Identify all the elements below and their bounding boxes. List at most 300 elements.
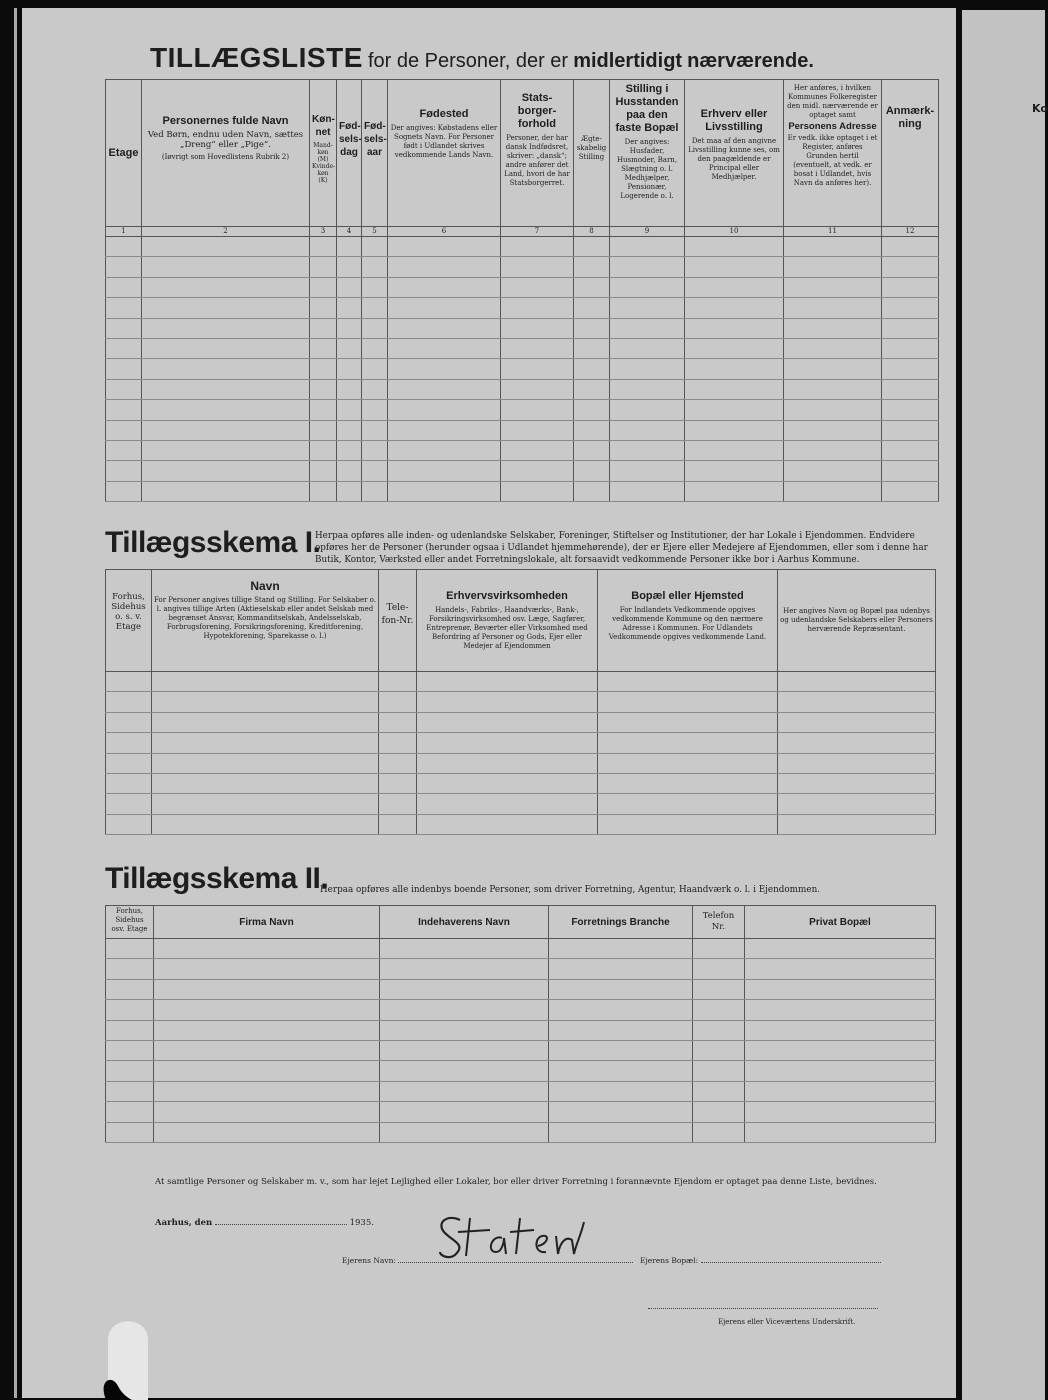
s2-cell[interactable] — [745, 1061, 936, 1081]
s1-cell[interactable] — [778, 773, 936, 793]
t1-cell[interactable] — [501, 237, 574, 257]
t1-cell[interactable] — [610, 277, 685, 297]
t1-cell[interactable] — [142, 318, 310, 338]
col-aegteskab: Ægte-skabelig Stilling — [574, 80, 610, 227]
t1-cell[interactable] — [574, 379, 610, 399]
s1-cell[interactable] — [778, 733, 936, 753]
s2-cell[interactable] — [745, 1000, 936, 1020]
clip-shape — [88, 1300, 168, 1400]
t1-cell[interactable] — [882, 420, 939, 440]
s2-cell[interactable] — [693, 1020, 745, 1040]
s1-cell[interactable] — [598, 672, 778, 692]
t1-cell[interactable] — [362, 440, 388, 460]
s2-cell[interactable] — [380, 1000, 549, 1020]
t1-cell[interactable] — [784, 461, 882, 481]
s2-cell[interactable] — [106, 1040, 154, 1060]
column-number: 5 — [362, 227, 388, 237]
s1-cell[interactable] — [106, 753, 152, 773]
t1-cell[interactable] — [337, 420, 362, 440]
s1-cell[interactable] — [379, 733, 417, 753]
s2-cell[interactable] — [154, 1000, 380, 1020]
s1-cell[interactable] — [379, 814, 417, 834]
t1-cell[interactable] — [610, 338, 685, 358]
t1-cell[interactable] — [337, 461, 362, 481]
t1-cell[interactable] — [310, 338, 337, 358]
t1-cell[interactable] — [610, 481, 685, 501]
t1-cell[interactable] — [362, 400, 388, 420]
s1-cell[interactable] — [778, 814, 936, 834]
s1-cell[interactable] — [778, 692, 936, 712]
s2-cell[interactable] — [106, 1122, 154, 1142]
s2-cell[interactable] — [745, 1040, 936, 1060]
s2-cell[interactable] — [693, 959, 745, 979]
page-edge — [14, 8, 17, 1398]
s2-cell[interactable] — [745, 959, 936, 979]
s2-row — [106, 1102, 936, 1122]
t1-cell[interactable] — [685, 338, 784, 358]
s2-cell[interactable] — [549, 1040, 693, 1060]
s2-cell[interactable] — [693, 1061, 745, 1081]
s1-cell[interactable] — [417, 794, 598, 814]
t1-cell[interactable] — [882, 257, 939, 277]
t1-cell[interactable] — [337, 298, 362, 318]
s1-cell[interactable] — [152, 692, 379, 712]
t1-cell[interactable] — [337, 481, 362, 501]
t1-cell[interactable] — [784, 257, 882, 277]
s1-cell[interactable] — [778, 753, 936, 773]
s2-cell[interactable] — [106, 1061, 154, 1081]
t1-cell[interactable] — [610, 440, 685, 460]
s2-cell[interactable] — [154, 1102, 380, 1122]
s1-cell[interactable] — [106, 672, 152, 692]
t1-row — [106, 379, 939, 399]
t1-cell[interactable] — [362, 318, 388, 338]
t1-cell[interactable] — [142, 338, 310, 358]
t1-cell[interactable] — [142, 440, 310, 460]
t1-row — [106, 440, 939, 460]
t1-cell[interactable] — [337, 440, 362, 460]
s2-col-branche: Forretnings Branche — [549, 906, 693, 939]
t1-cell[interactable] — [388, 481, 501, 501]
t1-cell[interactable] — [388, 400, 501, 420]
t1-cell[interactable] — [337, 338, 362, 358]
t1-cell[interactable] — [388, 379, 501, 399]
t1-row — [106, 298, 939, 318]
t1-cell[interactable] — [501, 400, 574, 420]
s1-cell[interactable] — [417, 672, 598, 692]
t1-cell[interactable] — [337, 318, 362, 338]
s2-cell[interactable] — [106, 979, 154, 999]
skema1-table — [105, 569, 936, 835]
s1-cell[interactable] — [152, 672, 379, 692]
t1-cell[interactable] — [106, 277, 142, 297]
t1-cell[interactable] — [388, 318, 501, 338]
s2-cell[interactable] — [106, 959, 154, 979]
s2-cell[interactable] — [380, 1122, 549, 1142]
t1-cell[interactable] — [685, 420, 784, 440]
s2-cell[interactable] — [693, 979, 745, 999]
s2-cell[interactable] — [549, 959, 693, 979]
s2-col-privat-bopael: Privat Bopæl — [745, 906, 936, 939]
t1-cell[interactable] — [784, 440, 882, 460]
s2-cell[interactable] — [106, 1081, 154, 1101]
s2-cell[interactable] — [106, 939, 154, 959]
t1-cell[interactable] — [310, 400, 337, 420]
s1-cell[interactable] — [152, 712, 379, 732]
s2-cell[interactable] — [549, 939, 693, 959]
s2-cell[interactable] — [549, 979, 693, 999]
s2-cell[interactable] — [154, 1040, 380, 1060]
t1-cell[interactable] — [610, 400, 685, 420]
s2-cell[interactable] — [693, 1040, 745, 1060]
t1-cell[interactable] — [310, 318, 337, 338]
s2-cell[interactable] — [745, 1122, 936, 1142]
t1-cell[interactable] — [362, 420, 388, 440]
s1-cell[interactable] — [417, 753, 598, 773]
s2-cell[interactable] — [549, 1122, 693, 1142]
t1-cell[interactable] — [610, 420, 685, 440]
t1-cell[interactable] — [106, 359, 142, 379]
t1-cell[interactable] — [882, 298, 939, 318]
t1-cell[interactable] — [310, 420, 337, 440]
t1-cell[interactable] — [501, 359, 574, 379]
t1-cell[interactable] — [685, 318, 784, 338]
t1-cell[interactable] — [501, 481, 574, 501]
t1-cell[interactable] — [784, 277, 882, 297]
t1-cell[interactable] — [685, 379, 784, 399]
signature-label: Ejerens eller Viceværtens Underskrift. — [718, 1318, 856, 1326]
s2-cell[interactable] — [154, 1061, 380, 1081]
t1-cell[interactable] — [142, 237, 310, 257]
t1-cell[interactable] — [388, 257, 501, 277]
s2-cell[interactable] — [745, 979, 936, 999]
s2-cell[interactable] — [745, 939, 936, 959]
t1-cell[interactable] — [142, 461, 310, 481]
col-koen: Køn-net Mand-køn (M) Kvinde-køn (K) — [310, 80, 337, 227]
col-etage: Etage — [106, 80, 142, 227]
s2-cell[interactable] — [549, 1102, 693, 1122]
t1-cell[interactable] — [784, 420, 882, 440]
t1-cell[interactable] — [337, 257, 362, 277]
s1-cell[interactable] — [106, 733, 152, 753]
s1-cell[interactable] — [379, 773, 417, 793]
t1-row — [106, 461, 939, 481]
t1-cell[interactable] — [362, 359, 388, 379]
s1-cell[interactable] — [152, 794, 379, 814]
t1-cell[interactable] — [142, 400, 310, 420]
s1-cell[interactable] — [106, 773, 152, 793]
s1-cell[interactable] — [379, 692, 417, 712]
t1-cell[interactable] — [685, 237, 784, 257]
t1-cell[interactable] — [362, 257, 388, 277]
t1-cell[interactable] — [610, 318, 685, 338]
s2-cell[interactable] — [154, 939, 380, 959]
t1-cell[interactable] — [106, 400, 142, 420]
s1-cell[interactable] — [598, 692, 778, 712]
t1-cell[interactable] — [574, 420, 610, 440]
t1-cell[interactable] — [388, 440, 501, 460]
t1-cell[interactable] — [106, 461, 142, 481]
s2-cell[interactable] — [745, 1081, 936, 1101]
s2-cell[interactable] — [154, 1122, 380, 1142]
attestation-statement: At samtlige Personer og Selskaber m. v., som har lejet Lejlighed eller Lokaler, bor eller driver Forretning i forannævnte Ejendom er optaget paa denne Liste, bevidnes. — [155, 1177, 877, 1187]
t1-cell[interactable] — [310, 461, 337, 481]
t1-cell[interactable] — [362, 481, 388, 501]
t1-cell[interactable] — [142, 481, 310, 501]
t1-cell[interactable] — [685, 481, 784, 501]
s2-col-etage: Forhus, Sidehus osv. Etage — [106, 906, 154, 939]
t1-cell[interactable] — [388, 359, 501, 379]
t1-cell[interactable] — [388, 461, 501, 481]
t1-cell[interactable] — [310, 277, 337, 297]
t1-cell[interactable] — [574, 277, 610, 297]
t1-cell[interactable] — [142, 379, 310, 399]
s2-row — [106, 959, 936, 979]
s2-cell[interactable] — [693, 1081, 745, 1101]
t1-cell[interactable] — [882, 461, 939, 481]
s2-cell[interactable] — [549, 1020, 693, 1040]
t1-cell[interactable] — [610, 461, 685, 481]
skema1-intro: Herpaa opføres alle inden- og udenlandske Selskaber, Foreninger, Stiftelser og Institutioner, der har Lokale i Ejendommen. Endvidere opføres her de Personer (herunder ogsaa i Udlandet hjemmehørende), der er Ejere eller Medejere af Ejendommen, eller som i denne har Butik, Kontor, Værksted eller andet Forretningslokale, alt forsaavidt vedkommende Personer ikke bor i Aarhus Kommune. — [315, 531, 928, 565]
t1-cell[interactable] — [310, 379, 337, 399]
t1-cell[interactable] — [882, 338, 939, 358]
s2-row — [106, 1081, 936, 1101]
t1-cell[interactable] — [388, 237, 501, 257]
t1-cell[interactable] — [784, 481, 882, 501]
t1-cell[interactable] — [106, 338, 142, 358]
s2-cell[interactable] — [549, 1061, 693, 1081]
t1-cell[interactable] — [610, 298, 685, 318]
t1-cell[interactable] — [610, 379, 685, 399]
t1-cell[interactable] — [574, 318, 610, 338]
s1-cell[interactable] — [778, 672, 936, 692]
t1-cell[interactable] — [882, 318, 939, 338]
t1-cell[interactable] — [388, 298, 501, 318]
s1-cell[interactable] — [598, 753, 778, 773]
s2-cell[interactable] — [380, 1020, 549, 1040]
t1-cell[interactable] — [574, 461, 610, 481]
t1-cell[interactable] — [784, 318, 882, 338]
s1-cell[interactable] — [598, 794, 778, 814]
s1-cell[interactable] — [598, 814, 778, 834]
s2-cell[interactable] — [693, 939, 745, 959]
t1-cell[interactable] — [610, 257, 685, 277]
t1-cell[interactable] — [574, 440, 610, 460]
s2-cell[interactable] — [693, 1000, 745, 1020]
s2-cell[interactable] — [549, 1081, 693, 1101]
t1-cell[interactable] — [685, 277, 784, 297]
t1-cell[interactable] — [106, 481, 142, 501]
column-number: 4 — [337, 227, 362, 237]
t1-cell[interactable] — [574, 481, 610, 501]
t1-cell[interactable] — [362, 379, 388, 399]
t1-cell[interactable] — [142, 298, 310, 318]
t1-cell[interactable] — [337, 359, 362, 379]
t1-cell[interactable] — [310, 481, 337, 501]
t1-cell[interactable] — [337, 277, 362, 297]
s1-col-telefon: Tele-fon-Nr. — [379, 570, 417, 672]
s1-cell[interactable] — [379, 672, 417, 692]
s2-cell[interactable] — [745, 1102, 936, 1122]
s1-cell[interactable] — [417, 692, 598, 712]
t1-cell[interactable] — [882, 400, 939, 420]
t1-cell[interactable] — [685, 400, 784, 420]
t1-cell[interactable] — [574, 298, 610, 318]
t1-cell[interactable] — [362, 338, 388, 358]
t1-cell[interactable] — [574, 237, 610, 257]
t1-cell[interactable] — [784, 359, 882, 379]
t1-cell[interactable] — [574, 400, 610, 420]
t1-cell[interactable] — [142, 257, 310, 277]
s1-cell[interactable] — [152, 733, 379, 753]
s1-cell[interactable] — [379, 794, 417, 814]
s1-cell[interactable] — [417, 733, 598, 753]
t1-cell[interactable] — [784, 237, 882, 257]
t1-row — [106, 257, 939, 277]
t1-cell[interactable] — [882, 359, 939, 379]
t1-cell[interactable] — [310, 359, 337, 379]
s1-cell[interactable] — [598, 773, 778, 793]
s2-cell[interactable] — [154, 979, 380, 999]
s1-cell[interactable] — [417, 712, 598, 732]
s2-cell[interactable] — [154, 1020, 380, 1040]
s1-cell[interactable] — [379, 753, 417, 773]
t1-cell[interactable] — [337, 379, 362, 399]
s1-cell[interactable] — [379, 712, 417, 732]
s1-cell[interactable] — [778, 794, 936, 814]
s2-row — [106, 1061, 936, 1081]
t1-cell[interactable] — [685, 461, 784, 481]
t1-cell[interactable] — [106, 318, 142, 338]
t1-cell[interactable] — [784, 338, 882, 358]
t1-cell[interactable] — [388, 277, 501, 297]
s2-cell[interactable] — [106, 1000, 154, 1020]
s1-row — [106, 712, 936, 732]
s1-cell[interactable] — [152, 753, 379, 773]
column-number: 7 — [501, 227, 574, 237]
t1-cell[interactable] — [310, 257, 337, 277]
s2-cell[interactable] — [154, 959, 380, 979]
column-number: 10 — [685, 227, 784, 237]
s2-cell[interactable] — [380, 939, 549, 959]
t1-cell[interactable] — [501, 277, 574, 297]
t1-row — [106, 420, 939, 440]
t1-row — [106, 400, 939, 420]
s1-cell[interactable] — [106, 794, 152, 814]
s1-cell[interactable] — [598, 733, 778, 753]
t1-cell[interactable] — [310, 440, 337, 460]
t1-cell[interactable] — [574, 338, 610, 358]
t1-cell[interactable] — [501, 257, 574, 277]
t1-cell[interactable] — [882, 277, 939, 297]
t1-cell[interactable] — [501, 318, 574, 338]
t1-cell[interactable] — [784, 298, 882, 318]
t1-cell[interactable] — [501, 379, 574, 399]
s2-cell[interactable] — [380, 1061, 549, 1081]
s2-cell[interactable] — [106, 1102, 154, 1122]
t1-cell[interactable] — [310, 237, 337, 257]
t1-cell[interactable] — [337, 400, 362, 420]
t1-cell[interactable] — [685, 440, 784, 460]
column-number: 11 — [784, 227, 882, 237]
t1-cell[interactable] — [106, 440, 142, 460]
t1-cell[interactable] — [362, 461, 388, 481]
t1-cell[interactable] — [388, 420, 501, 440]
s2-cell[interactable] — [693, 1102, 745, 1122]
s2-cell[interactable] — [380, 1102, 549, 1122]
column-number: 12 — [882, 227, 939, 237]
t1-cell[interactable] — [882, 237, 939, 257]
t1-cell[interactable] — [142, 420, 310, 440]
s1-row — [106, 814, 936, 834]
s1-cell[interactable] — [106, 712, 152, 732]
t1-cell[interactable] — [882, 481, 939, 501]
t1-cell[interactable] — [106, 379, 142, 399]
s1-cell[interactable] — [598, 712, 778, 732]
t1-cell[interactable] — [501, 461, 574, 481]
t1-cell[interactable] — [501, 420, 574, 440]
t1-cell[interactable] — [310, 298, 337, 318]
s1-cell[interactable] — [417, 814, 598, 834]
s2-cell[interactable] — [380, 959, 549, 979]
t1-cell[interactable] — [337, 237, 362, 257]
t1-cell[interactable] — [784, 400, 882, 420]
t1-cell[interactable] — [362, 277, 388, 297]
t1-cell[interactable] — [142, 277, 310, 297]
t1-cell[interactable] — [142, 359, 310, 379]
t1-cell[interactable] — [106, 298, 142, 318]
t1-cell[interactable] — [574, 257, 610, 277]
t1-cell[interactable] — [362, 237, 388, 257]
s1-cell[interactable] — [152, 773, 379, 793]
s2-cell[interactable] — [380, 1081, 549, 1101]
t1-cell[interactable] — [106, 257, 142, 277]
t1-row — [106, 359, 939, 379]
s2-cell[interactable] — [693, 1122, 745, 1142]
t1-cell[interactable] — [784, 379, 882, 399]
s1-cell[interactable] — [152, 814, 379, 834]
t1-cell[interactable] — [685, 257, 784, 277]
t1-cell[interactable] — [501, 440, 574, 460]
s1-cell[interactable] — [778, 712, 936, 732]
t1-cell[interactable] — [501, 298, 574, 318]
t1-cell[interactable] — [882, 440, 939, 460]
s2-cell[interactable] — [106, 1020, 154, 1040]
t1-cell[interactable] — [882, 379, 939, 399]
s1-cell[interactable] — [417, 773, 598, 793]
t1-cell[interactable] — [685, 298, 784, 318]
t1-cell[interactable] — [106, 420, 142, 440]
t1-cell[interactable] — [106, 237, 142, 257]
s1-cell[interactable] — [106, 692, 152, 712]
t1-row — [106, 277, 939, 297]
year-label: 1935. — [349, 1218, 374, 1228]
s2-cell[interactable] — [380, 979, 549, 999]
t1-cell[interactable] — [574, 359, 610, 379]
t1-cell[interactable] — [388, 338, 501, 358]
t1-cell[interactable] — [685, 359, 784, 379]
t1-cell[interactable] — [610, 237, 685, 257]
s1-cell[interactable] — [106, 814, 152, 834]
s2-cell[interactable] — [549, 1000, 693, 1020]
s2-cell[interactable] — [745, 1020, 936, 1040]
t1-cell[interactable] — [362, 298, 388, 318]
t1-cell[interactable] — [501, 338, 574, 358]
s2-col-indehaver: Indehaverens Navn — [380, 906, 549, 939]
s2-cell[interactable] — [154, 1081, 380, 1101]
s2-cell[interactable] — [380, 1040, 549, 1060]
t1-cell[interactable] — [610, 359, 685, 379]
